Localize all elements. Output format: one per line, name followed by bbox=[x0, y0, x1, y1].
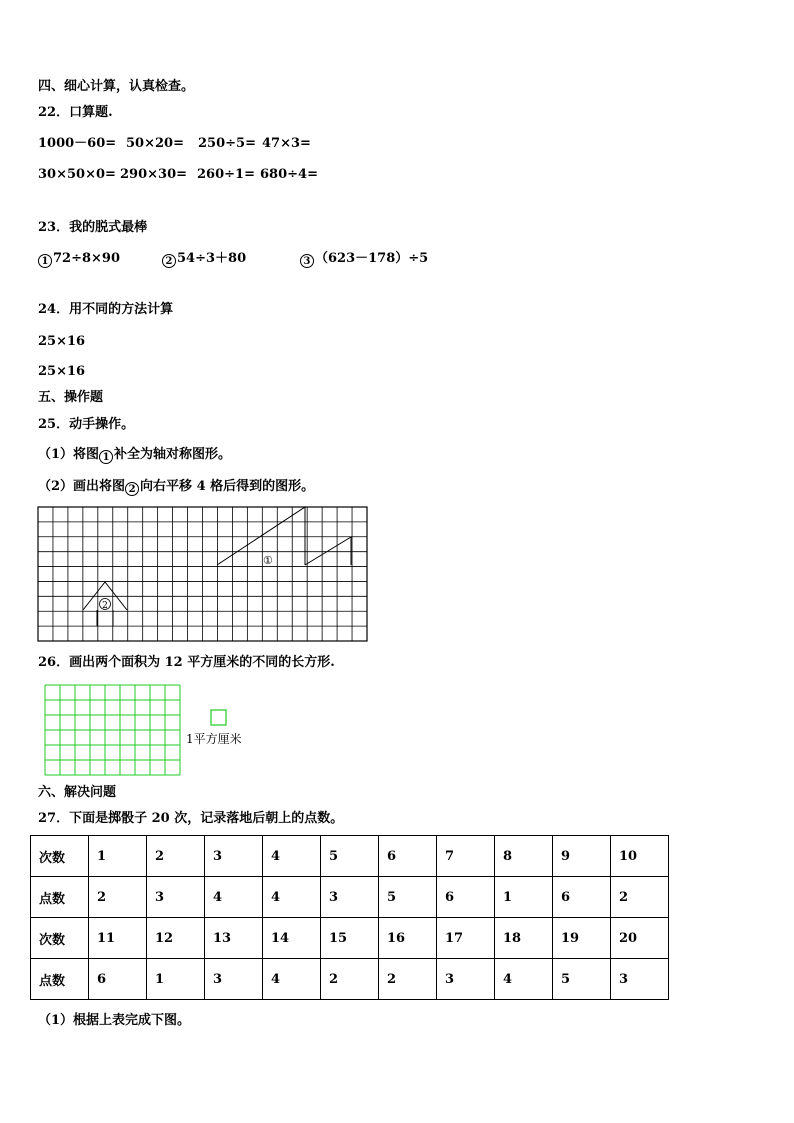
q26-green-grid bbox=[44, 684, 184, 778]
table-cell: 3 bbox=[147, 877, 205, 918]
q22-item: 250÷5= bbox=[198, 136, 256, 151]
table-row-header: 次数 bbox=[31, 918, 89, 959]
q25-sub1: （1）将图 1 补全为轴对称图形。 bbox=[38, 447, 232, 463]
table-cell: 15 bbox=[321, 918, 379, 959]
q22-row2 bbox=[38, 167, 318, 183]
q23-item: 2 54÷3＋80 bbox=[162, 251, 300, 268]
table-row-header: 点数 bbox=[31, 877, 89, 918]
q25-title: 25．动手操作。 bbox=[38, 417, 135, 432]
table-cell: 11 bbox=[89, 918, 147, 959]
table-row-header: 次数 bbox=[31, 836, 89, 877]
section4-heading: 四、细心计算，认真检查。 bbox=[38, 79, 195, 94]
table-cell: 4 bbox=[263, 836, 321, 877]
table-cell: 3 bbox=[611, 959, 669, 1000]
q26-title: 26．画出两个面积为 12 平方厘米的不同的长方形. bbox=[38, 655, 335, 670]
q23-title: 23．我的脱式最棒 bbox=[38, 220, 148, 235]
q22-item: 30×50×0= bbox=[38, 167, 116, 182]
table-cell: 6 bbox=[379, 836, 437, 877]
q23-item: 3 （623－178）÷5 bbox=[300, 251, 428, 268]
table-cell: 1 bbox=[147, 959, 205, 1000]
q24-line2: 25×16 bbox=[38, 364, 86, 379]
table-cell: 4 bbox=[495, 959, 553, 1000]
table-cell: 5 bbox=[321, 836, 379, 877]
figure-1-shape bbox=[217, 507, 305, 565]
circled-number: 2 bbox=[125, 482, 139, 496]
unit-square-icon bbox=[210, 709, 228, 727]
section5-heading: 五、操作题 bbox=[38, 390, 104, 405]
table-cell: 5 bbox=[553, 959, 611, 1000]
table-cell: 14 bbox=[263, 918, 321, 959]
table-cell: 3 bbox=[321, 877, 379, 918]
q22-item: 290×30= bbox=[120, 167, 188, 182]
table-row bbox=[31, 877, 669, 918]
table-cell: 6 bbox=[553, 877, 611, 918]
table-cell: 2 bbox=[379, 959, 437, 1000]
table-row bbox=[31, 918, 669, 959]
table-cell: 3 bbox=[205, 959, 263, 1000]
table-cell: 4 bbox=[205, 877, 263, 918]
table-cell: 3 bbox=[205, 836, 263, 877]
table-cell: 8 bbox=[495, 836, 553, 877]
square-grid bbox=[38, 507, 367, 641]
q23-items bbox=[38, 251, 428, 268]
q22-item: 680÷4= bbox=[260, 167, 318, 182]
circled-number: 2 bbox=[162, 254, 176, 268]
table-row bbox=[31, 959, 669, 1000]
table-cell: 1 bbox=[89, 836, 147, 877]
figure-2-label: 2 bbox=[102, 601, 108, 611]
figure-1-label: ① bbox=[263, 554, 273, 567]
table-row-header: 点数 bbox=[31, 959, 89, 1000]
table-cell: 4 bbox=[263, 959, 321, 1000]
q22-title: 22．口算题. bbox=[38, 105, 113, 120]
table-cell: 20 bbox=[611, 918, 669, 959]
table-cell: 16 bbox=[379, 918, 437, 959]
table-row bbox=[31, 836, 669, 877]
circled-number: 1 bbox=[38, 254, 52, 268]
table-cell: 3 bbox=[437, 959, 495, 1000]
green-square-grid bbox=[45, 685, 180, 775]
q24-title: 24．用不同的方法计算 bbox=[38, 302, 174, 317]
table-cell: 13 bbox=[205, 918, 263, 959]
dice-results-table bbox=[30, 835, 669, 1000]
q22-item: 50×20= bbox=[126, 136, 184, 151]
table-cell: 2 bbox=[89, 877, 147, 918]
circled-number: 3 bbox=[300, 254, 314, 268]
q24-line1: 25×16 bbox=[38, 334, 86, 349]
q25-sub2: （2）画出将图 2 向右平移 4 格后得到的图形。 bbox=[38, 479, 315, 495]
table-cell: 12 bbox=[147, 918, 205, 959]
table-cell: 7 bbox=[437, 836, 495, 877]
circled-number: 1 bbox=[99, 450, 113, 464]
figure-1-small-triangle bbox=[305, 537, 351, 565]
section6-heading: 六、解决问题 bbox=[38, 785, 117, 800]
table-cell: 6 bbox=[89, 959, 147, 1000]
q22-item: 1000－60= bbox=[38, 136, 117, 151]
table-cell: 5 bbox=[379, 877, 437, 918]
q23-item: 1 72÷8×90 bbox=[38, 251, 162, 268]
table-cell: 10 bbox=[611, 836, 669, 877]
table-cell: 2 bbox=[321, 959, 379, 1000]
table-cell: 4 bbox=[263, 877, 321, 918]
q25-grid-figure bbox=[37, 506, 369, 644]
table-cell: 18 bbox=[495, 918, 553, 959]
q22-item: 47×3= bbox=[262, 136, 311, 151]
unit-square-label: 1平方厘米 bbox=[186, 732, 242, 746]
table-cell: 6 bbox=[437, 877, 495, 918]
q27-title: 27．下面是掷骰子 20 次，记录落地后朝上的点数。 bbox=[38, 811, 344, 826]
q27-sub1: （1）根据上表完成下图。 bbox=[38, 1013, 191, 1028]
q22-item: 260÷1= bbox=[197, 167, 255, 182]
table-cell: 1 bbox=[495, 877, 553, 918]
table-cell: 2 bbox=[611, 877, 669, 918]
table-cell: 2 bbox=[147, 836, 205, 877]
table-cell: 19 bbox=[553, 918, 611, 959]
table-cell: 17 bbox=[437, 918, 495, 959]
table-cell: 9 bbox=[553, 836, 611, 877]
q22-row1 bbox=[38, 136, 311, 152]
